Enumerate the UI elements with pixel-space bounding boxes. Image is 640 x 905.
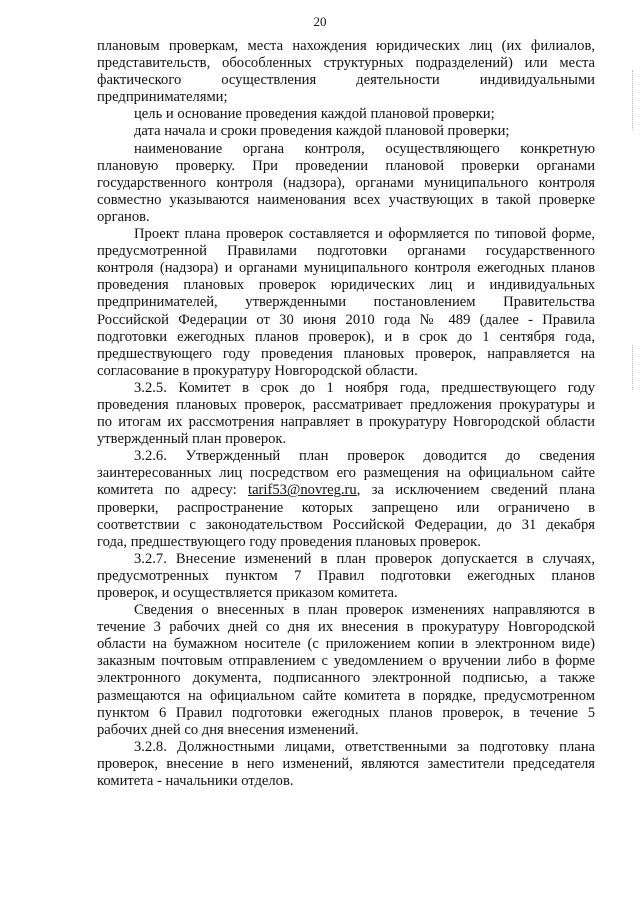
text-line: предусмотренной Правилами подготовки органами государственного: [97, 243, 595, 260]
paragraph: [97, 106, 595, 123]
text-line: наименование органа контроля, осуществляющего конкретную: [134, 140, 595, 157]
text-line: совместно указываются наименования всех участвующих в такой проверке: [97, 191, 595, 208]
text-line: предусмотренных пунктом 7 Правил подготовки ежегодных планов: [97, 567, 595, 584]
text-line: плановую проверку. При проведении плановой проверки органами: [97, 157, 595, 174]
text-line: 3.2.5. Комитет в срок до 1 ноября года, предшествующего году: [134, 379, 595, 396]
text-line: цель и основание проведения каждой плановой проверки;: [134, 106, 495, 123]
paragraph: [97, 141, 595, 226]
text-line: заинтересованных лиц посредством его размещения на официальном сайте: [97, 465, 595, 482]
text-line: течение 3 рабочих дней со дня их внесения в прокуратуру Новгородской: [97, 619, 595, 636]
text-line: контроля (надзора) и органами муниципального контроля ежегодных планов: [97, 260, 595, 277]
text-segment: комитета по адресу:: [97, 482, 249, 499]
text-line: проверок, внесение в него изменений, являются заместители председателя: [97, 755, 595, 772]
text-line: рабочих дней со дня внесения изменений.: [97, 721, 359, 738]
text-line: проверок, и осуществляется приказом комитета.: [97, 585, 398, 601]
scan-edge-mark: [632, 70, 633, 130]
text-line: проверки, распространение которых запрещено или ограничено в: [97, 499, 595, 516]
paragraph: [97, 380, 595, 448]
text-line: органов.: [97, 208, 150, 225]
paragraph: [97, 38, 595, 106]
paragraph: [97, 602, 595, 739]
text-line: утвержденный план проверок.: [97, 431, 287, 448]
text-line: государственного контроля (надзора), органами муниципального контроля: [97, 174, 595, 191]
text-line: фактического осуществления деятельности индивидуальными: [97, 72, 595, 89]
text-line: Российской Федерации от 30 июня 2010 года № 489 (далее - Правила: [97, 311, 595, 328]
text-line: комитета - начальники отделов.: [97, 773, 294, 790]
text-line: 3.2.7. Внесение изменений в план проверок допускается в случаях,: [134, 550, 595, 567]
text-line: представительств, обособленных структурных подразделений) или места: [97, 55, 595, 72]
text-line: размещаются на официальном сайте комитета в порядке, предусмотренном: [97, 687, 595, 704]
text-line: года, предшествующего году проведения плановых проверок.: [97, 533, 481, 550]
text-line: проведения плановых проверок юридических лиц и индивидуальных: [97, 277, 595, 294]
paragraph: [97, 739, 595, 790]
text-line: заказным почтовым отправлением с уведомлением о вручении либо в форме: [97, 653, 595, 670]
text-line: по итогам их рассмотрения направляет в прокуратуру Новгородской области: [97, 414, 595, 431]
text-line: предшествующего году проведения плановых проверок, направляется на: [97, 345, 595, 362]
text-line: соответствии с законодательством Российской Федерации, до 31 декабря: [97, 516, 595, 533]
scan-edge-mark: [632, 345, 633, 390]
page-number: 20: [313, 14, 327, 29]
text-line: предпринимателями;: [97, 89, 228, 106]
text-line: электронного документа, подписанного электронной подписью, а также: [97, 670, 595, 687]
text-line: Сведения о внесенных в план проверок изменениях направляются в: [134, 602, 595, 619]
text-line: Проект плана проверок составляется и оформляется по типовой форме,: [134, 226, 595, 243]
document-body: [97, 38, 595, 790]
text-line: плановым проверкам, места нахождения юридических лиц (их филиалов,: [97, 38, 595, 54]
text-line: области на бумажном носителе (с приложением копии в электронном виде): [97, 636, 595, 653]
text-line: предпринимателей, утвержденными постановлением Правительства: [97, 294, 595, 311]
text-segment: , за исключением сведений плана: [356, 482, 595, 499]
text-line: подготовки ежегодных планов проверок), и в срок до 1 сентября года,: [97, 328, 595, 345]
text-line: 3.2.6. Утвержденный план проверок доводится до сведения: [134, 448, 595, 465]
text-line: [97, 482, 595, 499]
website-link[interactable]: tarif53@novreg.ru: [248, 482, 357, 499]
paragraph: [97, 123, 595, 140]
paragraph: [97, 226, 595, 380]
text-line: проведения плановых проверок, рассматривает предложения прокуратуры и: [97, 396, 595, 413]
paragraph: [97, 448, 595, 551]
text-line: согласование в прокуратуру Новгородской области.: [97, 362, 418, 379]
text-line: 3.2.8. Должностными лицами, ответственными за подготовку плана: [134, 738, 595, 755]
text-line: пунктом 6 Правил подготовки ежегодных планов проверок, в течение 5: [97, 704, 595, 721]
text-line: дата начала и сроки проведения каждой плановой проверки;: [134, 123, 510, 140]
paragraph: [97, 551, 595, 602]
